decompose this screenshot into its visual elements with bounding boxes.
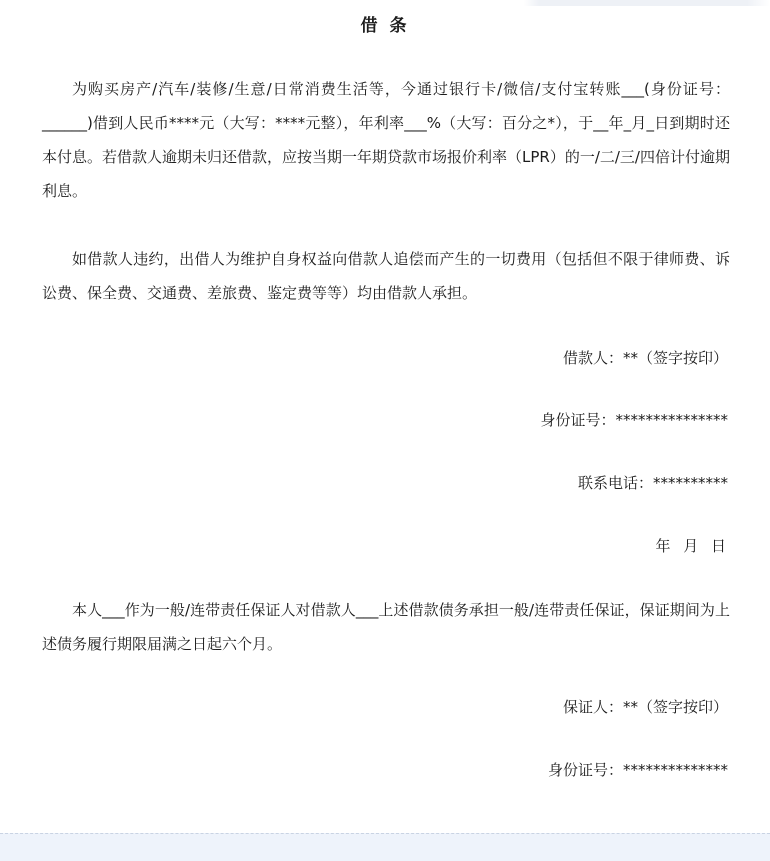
borrower-phone-line: 联系电话：********** — [577, 474, 728, 492]
bottom-divider-band — [0, 833, 770, 861]
document-title: 借 条 — [360, 16, 410, 36]
guarantee-paragraph: 本人___作为一般/连带责任保证人对借款人___上述借款债务承担一般/连带责任保证，保证期间为上述债务履行期限届满之日起六个月。 — [42, 601, 730, 653]
breach-costs-paragraph: 如借款人违约，出借人为维护自身权益向借款人追偿而产生的一切费用（包括但不限于律师费、诉讼费、保全费、交通费、差旅费、鉴定费等等）均由借款人承担。 — [42, 250, 730, 302]
guarantor-id-line: 身份证号：************** — [547, 761, 728, 779]
borrower-signature-line: 借款人：**（签字按印） — [562, 349, 728, 367]
loan-terms-paragraph: 为购买房产/汽车/装修/生意/日常消费生活等，今通过银行卡/微信/支付宝转账___(身份证号：______)借到人民币****元（大写：****元整），年利率___%（大写：百分之*），于__年_月_日到期时还本付息。若借款人逾期未归还借款，应按当期一年期贷款市场报价利率（LPR）的一/二/三/四倍计付逾期利息。 — [42, 80, 730, 200]
borrower-id-line: 身份证号：*************** — [540, 411, 728, 429]
guarantor-signature-line: 保证人：**（签字按印） — [562, 698, 728, 716]
date-line: 年 月 日 — [655, 537, 730, 555]
top-border — [0, 0, 770, 6]
